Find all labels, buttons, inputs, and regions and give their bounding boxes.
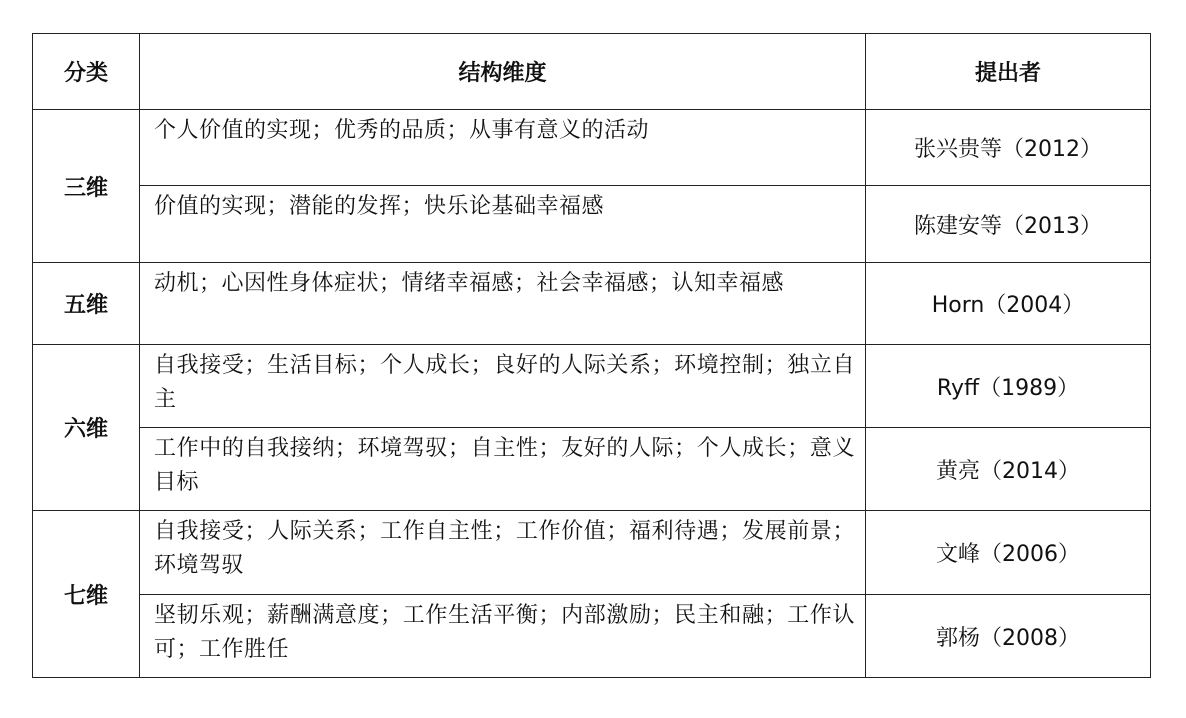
category-cell: 六维 [33,345,140,511]
table-row [33,186,1151,263]
dimensions-table [32,33,1151,678]
author-cell: Ryff（1989） [866,345,1151,428]
table-row [33,511,1151,595]
table-row [33,263,1151,345]
author-cell: 张兴贵等（2012） [866,110,1151,186]
author-cell: Horn（2004） [866,263,1151,345]
author-cell: 文峰（2006） [866,511,1151,595]
author-cell: 陈建安等（2013） [866,186,1151,263]
dimensions-cell: 自我接受；生活目标；个人成长；良好的人际关系；环境控制；独立自主 [140,345,866,428]
header-dimensions: 结构维度 [140,34,866,110]
table-row [33,595,1151,678]
dimensions-cell: 坚韧乐观；薪酬满意度；工作生活平衡；内部激励；民主和融；工作认可；工作胜任 [140,595,866,678]
author-cell: 郭杨（2008） [866,595,1151,678]
dimensions-cell: 动机；心因性身体症状；情绪幸福感；社会幸福感；认知幸福感 [140,263,866,345]
header-category: 分类 [33,34,140,110]
category-cell: 五维 [33,263,140,345]
dimensions-cell: 个人价值的实现；优秀的品质；从事有意义的活动 [140,110,866,186]
dimensions-cell: 工作中的自我接纳；环境驾驭；自主性；友好的人际；个人成长；意义目标 [140,428,866,511]
table-row [33,428,1151,511]
author-cell: 黄亮（2014） [866,428,1151,511]
header-row [33,34,1151,110]
table-row [33,110,1151,186]
dimensions-cell: 自我接受；人际关系；工作自主性；工作价值；福利待遇；发展前景；环境驾驭 [140,511,866,595]
table-row [33,345,1151,428]
category-cell: 七维 [33,511,140,678]
dimensions-cell: 价值的实现；潜能的发挥；快乐论基础幸福感 [140,186,866,263]
category-cell: 三维 [33,110,140,263]
header-author: 提出者 [866,34,1151,110]
